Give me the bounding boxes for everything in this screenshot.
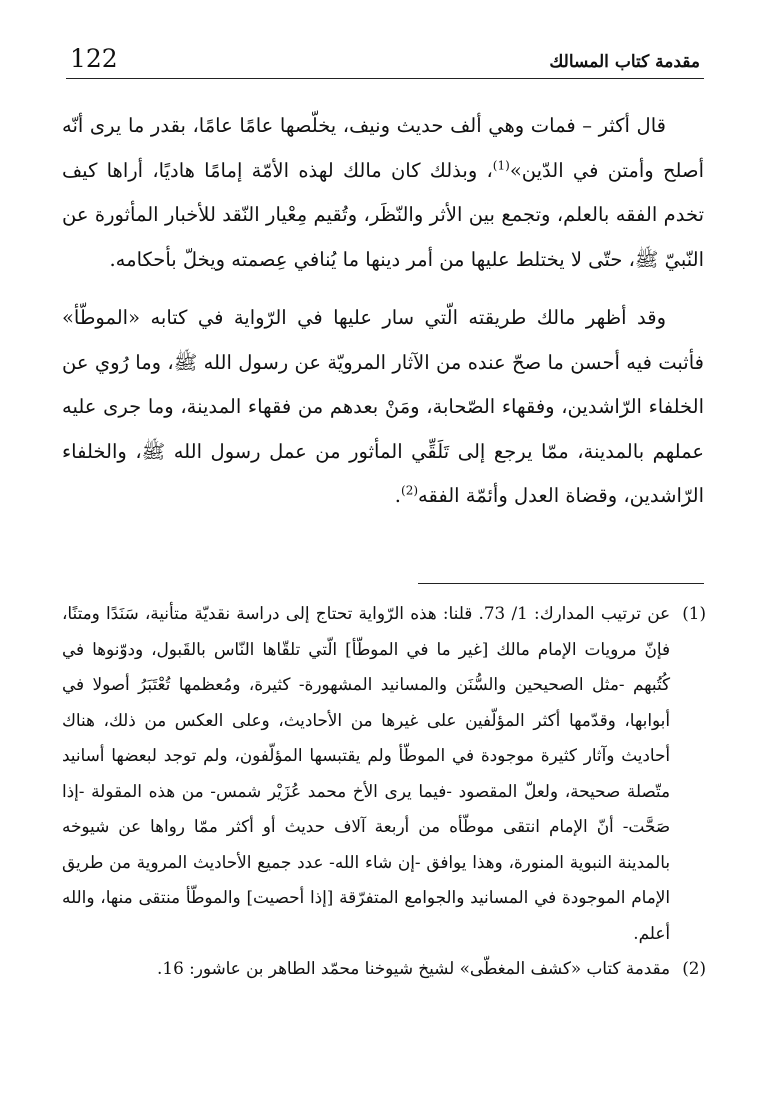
footnotes	[62, 596, 706, 987]
paragraph-2-text-cont: .	[394, 484, 401, 507]
paragraph-1-text-cont: ، وبذلك كان مالك لهذه الأمّة إمامًا هاديًا، أراها كيف تخدم الفقه بالعلم، وتجمع بين الأثر والنّظَر، وتُقيم مِعْيار النّقد للأخبار المأثورة عن النّبيّ ﷺ، حتّى لا يختلط عليها من أمر دينها ما يُنافي عِصمته ويخلّ بأحكامه.	[62, 158, 704, 271]
main-text	[62, 104, 704, 519]
running-title: مقدمة كتاب المسالك	[549, 52, 700, 72]
footnote-2	[62, 951, 706, 987]
footnote-ref-1: (1)	[492, 158, 510, 172]
footnote-number: (2)	[682, 958, 706, 978]
paragraph-1-text: قال أكثر – فمات وهي ألف حديث ونيف، يخلّصها عامًا عامًا، بقدر ما يرى أنّه أصلح وأمتن في الدّين»	[62, 114, 704, 182]
footnote-1	[62, 596, 706, 951]
footnote-divider	[418, 583, 704, 584]
running-header	[66, 44, 704, 79]
paragraph-2	[62, 296, 704, 519]
footnote-text: عن ترتيب المدارك: 1/ 73. قلنا: هذه الرّواية تحتاج إلى دراسة نقديّة متأنية، سَنَدًا ومتنًا، فإنّ مرويات الإمام مالك [غير ما في الموطّأ] الّتي تلقّاها النّاس بالقَبول، ودوّنوها في كُتُبهم -مثل الصحيحين والسُّنَن والمسانيد المشهورة- كثيرة، ومُعظمها تُعْتَبَرُ أصولا في أبوابها، وقدّمها أكثر المؤلّفين على غيرها من الأحاديث، وعلى العكس من ذلك، هناك أحاديث وآثار كثيرة موجودة في الموطّأ ولم يقتبسها المؤلّفون، ولم توجد لبعضها أسانيد متّصلة صحيحة، ولعلّ المقصود -فيما يرى الأخ محمد عُزَيْر شمس- من هذه المقولة -إذا صَحَّت- أنّ الإمام انتقى موطّأه من أربعة آلاف حديث أو أكثر ممّا رواها عن شيوخه بالمدينة النبوية المنورة، وهذا يوافق -إن شاء الله- عدد جميع الأحاديث المروية من طريق الإمام الموجودة في المسانيد والجوامع المتفرّقة [إذا أحصيت] والموطّأ منتقى منها، والله أعلم.	[62, 603, 670, 943]
footnote-ref-2: (2)	[401, 483, 419, 498]
paragraph-2-text: وقد أظهر مالك طريقته الّتي سار عليها في الرّواية في كتابه «الموطّأ» فأثبت فيه أحسن ما صحّ عنده من الآثار المرويّة عن رسول الله ﷺ، وما رُوي عن الخلفاء الرّاشدين، وفقهاء الصّحابة، ومَنْ بعدهم من فقهاء المدينة، وما جرى عليه عملهم بالمدينة، ممّا يرجع إلى تَلَقِّي المأثور من عمل رسول الله ﷺ، والخلفاء الرّاشدين، وقضاة العدل وأئمّة الفقه	[62, 306, 704, 507]
footnote-text: مقدمة كتاب «كشف المغطّى» لشيخ شيوخنا محمّد الطاهر بن عاشور: 16.	[157, 958, 670, 978]
paragraph-1	[62, 104, 704, 282]
footnote-number: (1)	[682, 603, 706, 623]
page-number: 122	[70, 44, 118, 73]
